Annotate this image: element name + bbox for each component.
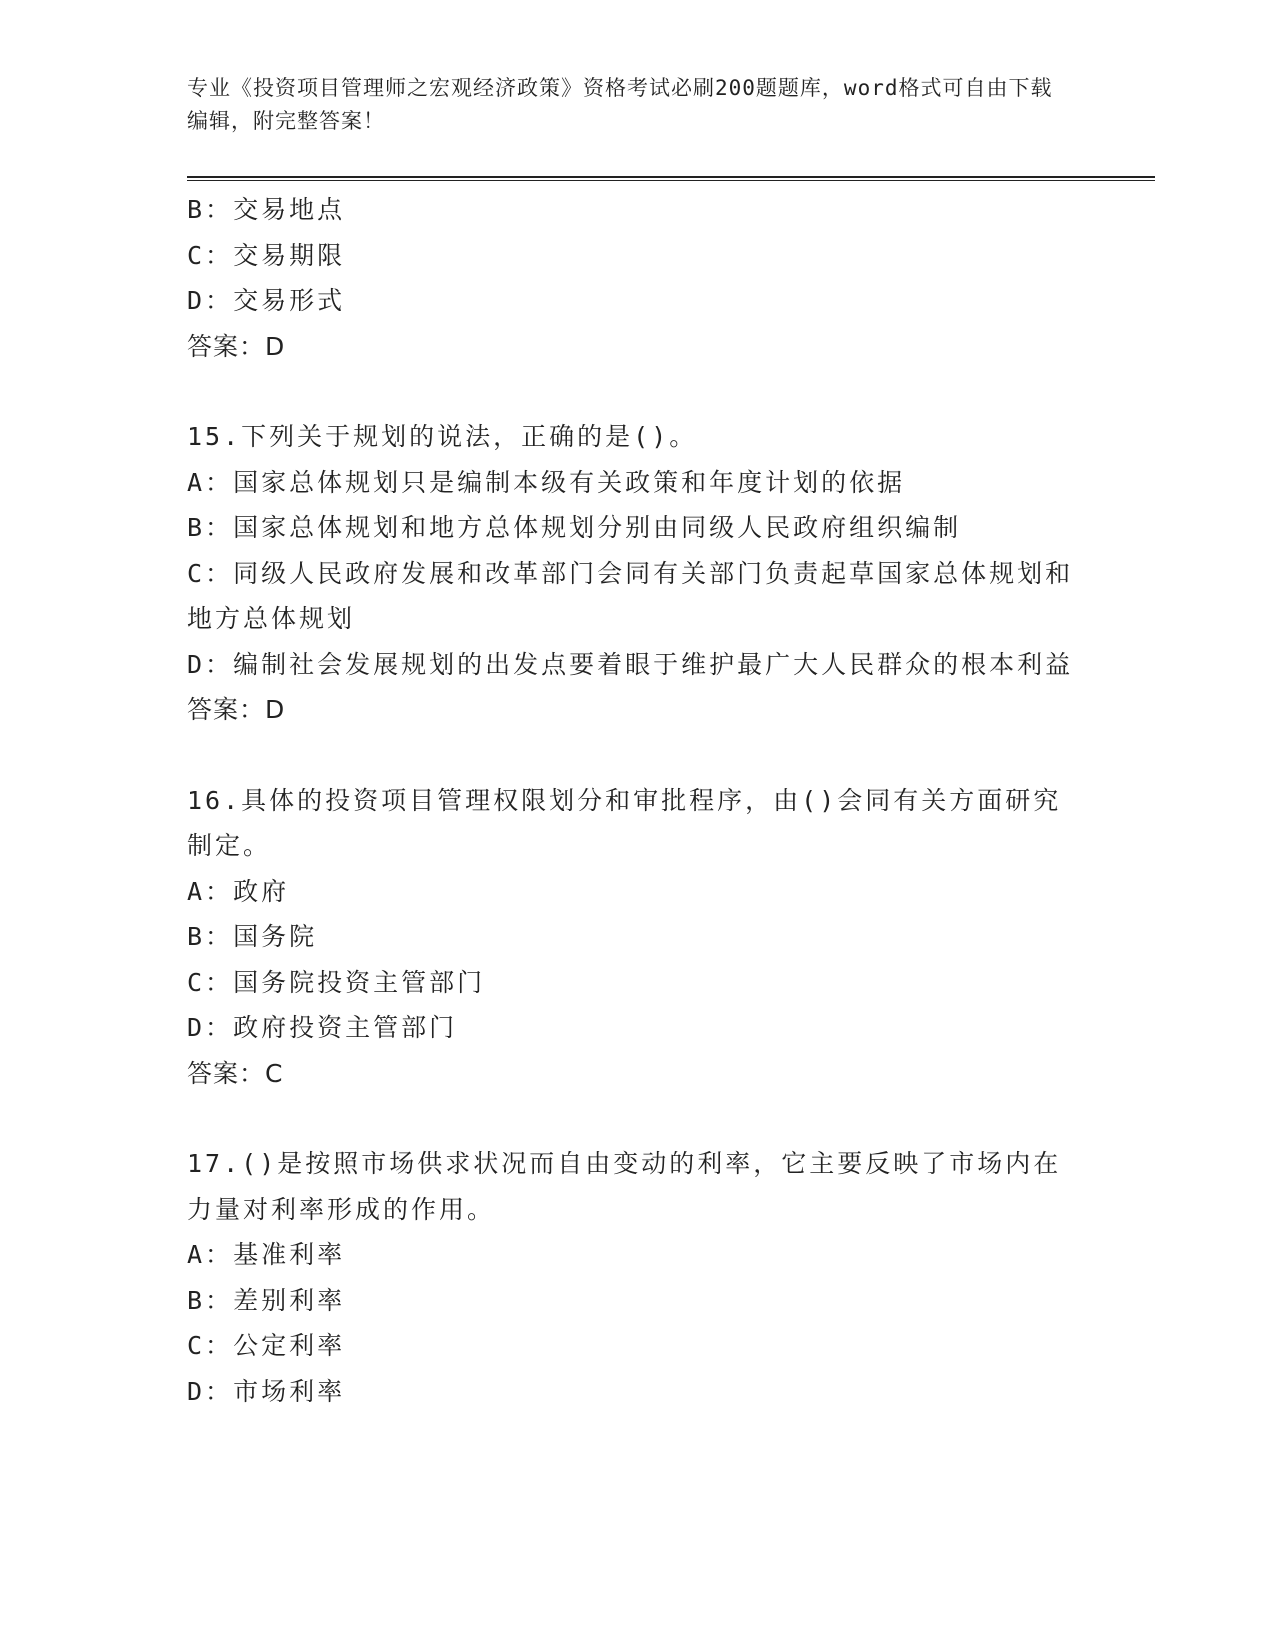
option-text: 公定利率 (233, 1331, 346, 1360)
question-stem: 17.()是按照市场供求状况而自由变动的利率，它主要反映了市场内在力量对利率形成的作用。 (187, 1149, 1062, 1224)
option-label: B： (187, 195, 234, 224)
option-text: 国务院投资主管部门 (233, 967, 486, 997)
option-label: D： (187, 1013, 234, 1042)
option-label: C： (187, 240, 234, 270)
option-label: B： (187, 513, 234, 542)
option-text: 编制社会发展规划的出发点要着眼于维护最广大人民群众的根本利益 (233, 649, 1074, 679)
option-a (187, 1232, 1077, 1278)
option-d (187, 278, 1077, 324)
option-b (187, 1278, 1077, 1324)
option-text: 交易地点 (233, 195, 346, 224)
answer-line: 答案：C (187, 1058, 284, 1088)
document-body (187, 187, 1077, 1414)
option-c (187, 960, 1077, 1006)
option-b (187, 505, 1077, 551)
option-label: A： (187, 1240, 234, 1269)
option-label: D： (187, 1376, 234, 1406)
option-c (187, 233, 1077, 279)
option-label: B： (187, 922, 234, 951)
option-text: 政府 (233, 876, 290, 906)
option-d (187, 1369, 1077, 1415)
option-label: C： (187, 967, 234, 997)
option-label: C： (187, 558, 234, 588)
option-label: B： (187, 1285, 234, 1315)
header-rule (187, 176, 1155, 181)
carryover-block (187, 187, 1077, 369)
option-d (187, 642, 1077, 688)
question-stem: 15.下列关于规划的说法，正确的是()。 (187, 422, 698, 451)
option-label: D： (187, 286, 234, 315)
answer-line: 答案：D (187, 695, 286, 724)
page-header: 专业《投资项目管理师之宏观经济政策》资格考试必刷200题题库，word格式可自由下载编辑，附完整答案！ (187, 76, 1053, 133)
option-c (187, 551, 1077, 642)
option-text: 国家总体规划和地方总体规划分别由同级人民政府组织编制 (233, 513, 962, 542)
option-a (187, 869, 1077, 915)
option-text: 差别利率 (233, 1285, 346, 1315)
option-text: 交易期限 (233, 240, 346, 270)
question-16 (187, 778, 1077, 1097)
option-text: 交易形式 (233, 286, 346, 315)
option-text: 同级人民政府发展和改革部门会同有关部门负责起草国家总体规划和地方总体规划 (187, 558, 1074, 633)
option-text: 基准利率 (233, 1240, 346, 1269)
option-b (187, 914, 1077, 960)
option-label: C： (187, 1331, 234, 1360)
option-text: 国务院 (233, 922, 318, 951)
option-a (187, 460, 1077, 506)
option-label: A： (187, 467, 234, 497)
option-c (187, 1323, 1077, 1369)
question-stem: 16.具体的投资项目管理权限划分和审批程序，由()会同有关方面研究制定。 (187, 785, 1062, 860)
option-text: 政府投资主管部门 (233, 1013, 458, 1042)
question-17 (187, 1141, 1077, 1414)
option-d (187, 1005, 1077, 1051)
option-label: D： (187, 649, 234, 679)
option-text: 市场利率 (233, 1376, 346, 1406)
option-text: 国家总体规划只是编制本级有关政策和年度计划的依据 (233, 467, 906, 497)
option-b (187, 187, 1077, 233)
option-label: A： (187, 876, 234, 906)
question-15 (187, 414, 1077, 733)
answer-line: 答案：D (187, 331, 286, 361)
